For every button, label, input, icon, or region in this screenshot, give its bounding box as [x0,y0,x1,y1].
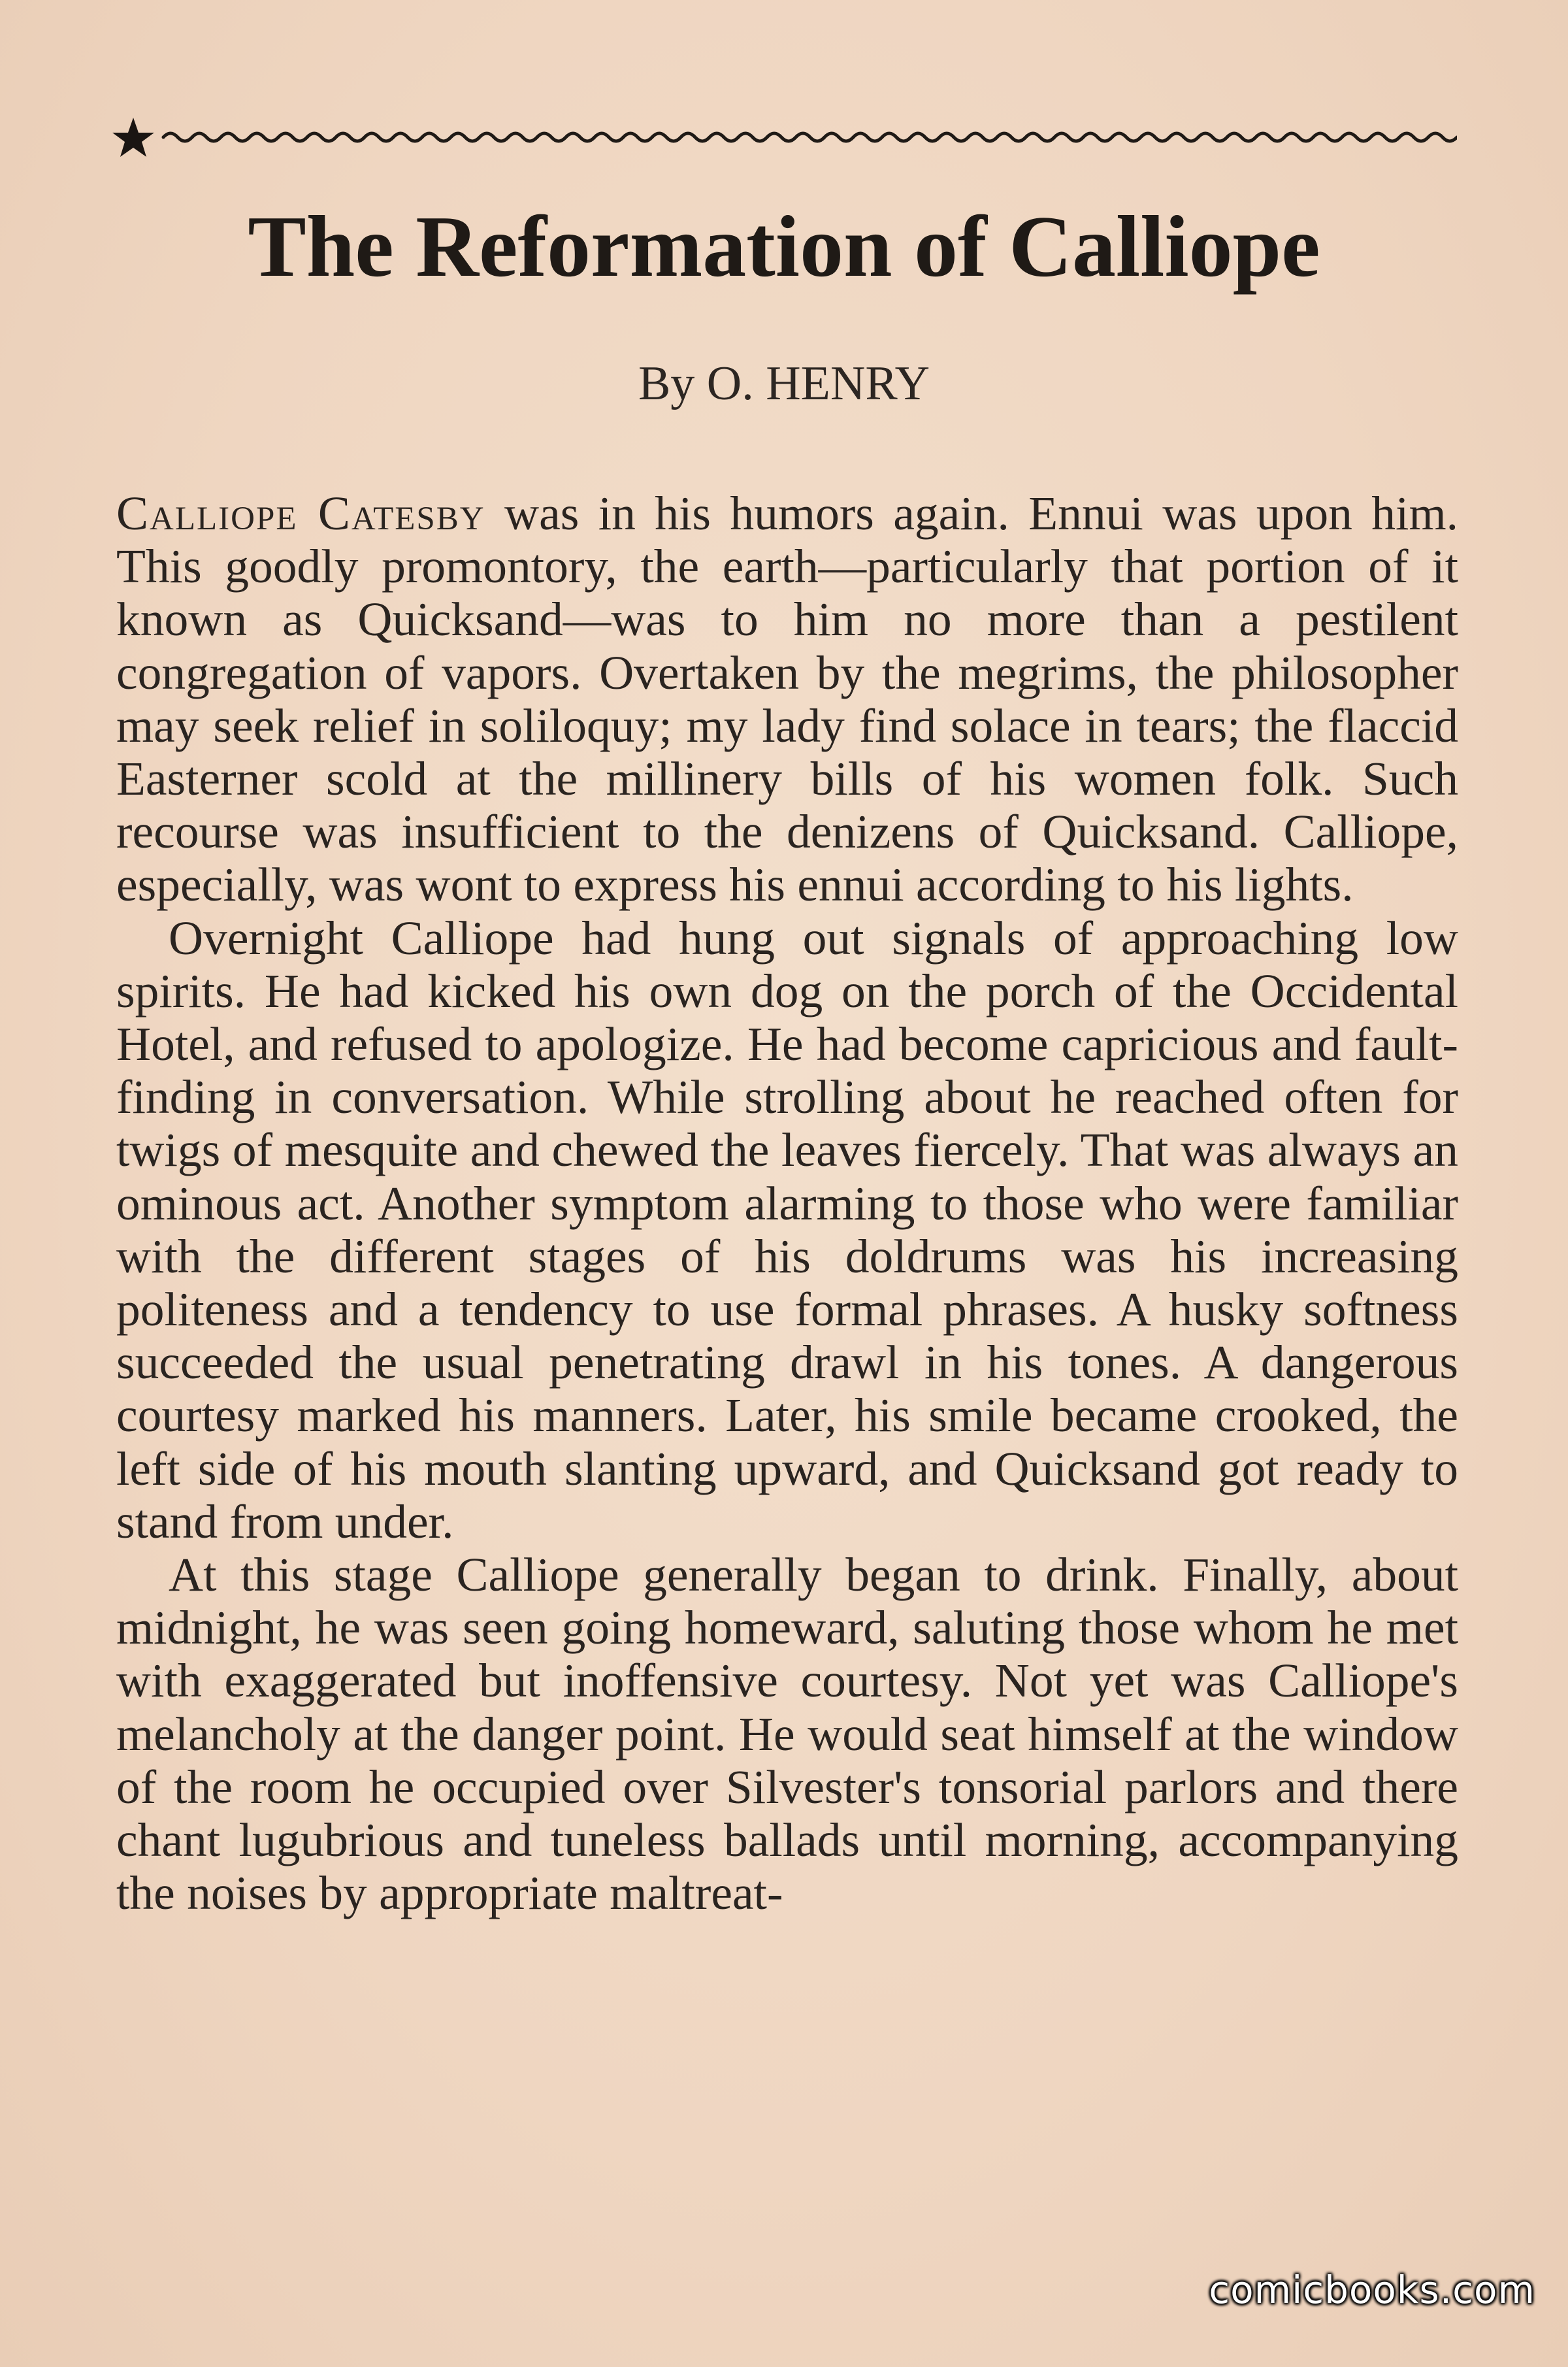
decorative-rule [111,112,1457,158]
story-body [116,487,1458,1919]
paragraph-2: Overnight Calliope had hung out signals of approaching low spirits. He had kicked his own dog on the porch of the Occidental Hotel, and refused to apologize. He had become capricious and fault-finding in conversation. While strolling about he reached often for twigs of mesquite and chewed the leaves fiercely. That was always an ominous act. Another symptom alarming to those who were familiar with the different stages of his doldrums was his increasing politeness and a tendency to use formal phrases. A husky softness succeeded the usual penetrating drawl in his tones. A dangerous courtesy marked his manners. Later, his smile became crooked, the left side of his mouth slanting upward, and Quicksand got ready to stand from under. [116,911,1458,1548]
byline: By O. HENRY [638,357,930,410]
paragraph-1-text: was in his humors again. Ennui was upon him. This goodly promontory, the earth—particularly that portion of it known as Quicksand—was to him no more than a pestilent congregation of vapors. Overtaken by the megrims, the philosopher may seek relief in soliloquy; my lady find solace in tears; the flaccid Easterner scold at the millinery bills of his women folk. Such recourse was insufficient to the denizens of Quicksand. Calliope, especially, was wont to express his ennui according to his lights. [116,487,1458,912]
lead-name: Calliope Catesby [116,487,485,540]
header-rule [111,112,1457,158]
story-title: The Reformation of Calliope [248,198,1320,295]
paragraph-1 [116,487,1458,912]
paragraph-3: At this stage Calliope generally began to drink. Finally, about midnight, he was seen going homeward, saluting those whom he met with exaggerated but inoffensive courtesy. Not yet was Calliope's melancholy at the danger point. He would seat himself at the window of the room he occupied over Silvester's tonsorial parlors and there chant lugubrious and tuneless ballads until morning, accompanying the noises by appropriate maltreat- [116,1548,1458,1920]
watermark: comicbooks.com [1209,2268,1535,2312]
star-icon [112,118,154,157]
